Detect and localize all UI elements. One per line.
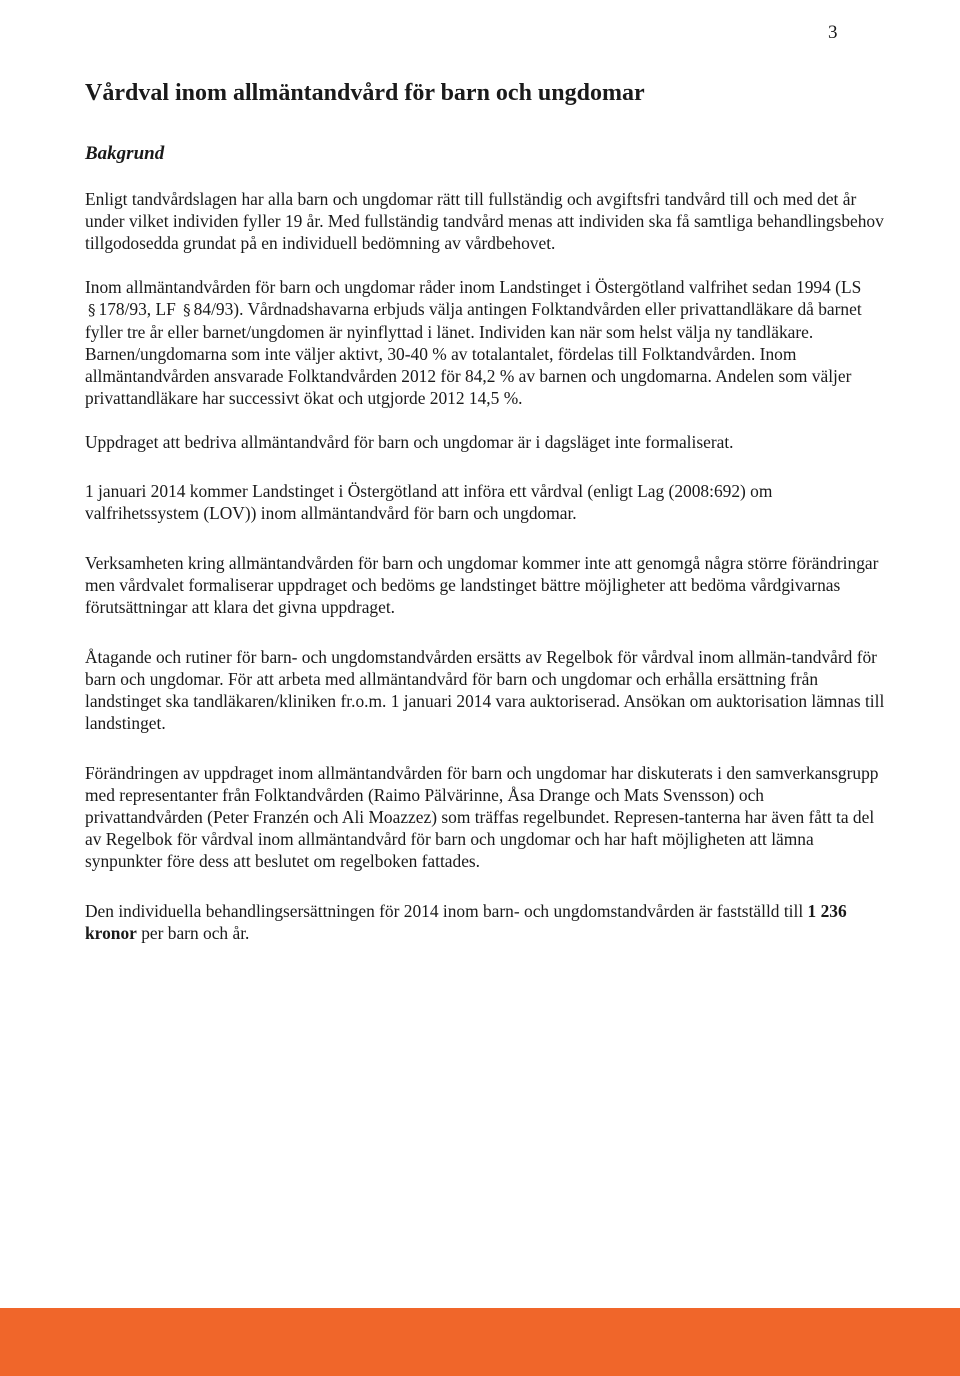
paragraph-text: Den individuella behandlingsersättningen för 2014 inom barn- och ungdomstandvården är fastställd till [85,901,804,921]
paragraph-compensation [85,900,885,944]
paragraph-vardval-2014: 1 januari 2014 kommer Landstinget i Östergötland att införa ett vårdval (enligt Lag (2008:692) om valfrihetssystem (LOV)) inom allmäntandvård för barn och ungdomar. [85,481,773,523]
paragraph-regelbok: Åtagande och rutiner för barn- och ungdomstandvården ersätts av Regelbok för vårdval inom allmän-tandvård för barn och ungdomar. För att arbeta med allmäntandvård för barn och ungdomar och erhålla ersättning från landstinget ska tandläkaren/kliniken fr.o.m. 1 januari 2014 vara auktoriserad. Ansökan om auktorisation lämnas till landstinget. [85,647,885,733]
paragraph-text: per barn och år. [141,923,250,943]
paragraph-text: Inom allmäntandvården för barn och ungdomar råder inom Landstinget i Östergötland valfrihet sedan 1994 (LS [85,277,862,297]
paragraph-text: 178/93, LF [98,299,176,319]
section-heading: Bakgrund [85,143,165,164]
footer-bar [0,1308,960,1376]
section-symbol: § [183,301,191,319]
section-symbol: § [88,301,96,319]
document-title: Vårdval inom allmäntandvård för barn och ungdomar [85,80,645,106]
document-body [85,76,885,944]
paragraph-collaboration: Förändringen av uppdraget inom allmäntandvården för barn och ungdomar har diskuterats i den samverkansgrupp med representanter från Folktandvården (Raimo Pälvärinne, Åsa Drange och Mats Svensson) och privattandvården (Peter Franzén och Ali Moazzez) som träffas regelbundet. Represen-tanterna har även fått ta del av Regelbok för vårdval inom allmäntandvård för barn och ungdomar och har haft möjligheten att lämna synpunkter före dess att beslutet om regelboken fattades. [85,763,879,871]
paragraph-assignment: Uppdraget att bedriva allmäntandvård för barn och ungdomar är i dagsläget inte formaliserat. [85,432,734,452]
paragraph-operations: Verksamheten kring allmäntandvården för barn och ungdomar kommer inte att genomgå några större förändringar men vårdvalet formaliserar uppdraget och bedöms ge landstinget bättre möjligheter att bedöma vårdgivarnas förutsättningar att klara det givna uppdraget. [85,553,879,617]
paragraph-background: Enligt tandvårdslagen har alla barn och ungdomar rätt till fullständig och avgiftsfri tandvård till och med det år under vilket individen fyller 19 år. Med fullständig tandvård menas att individen ska få samtliga behandlingsbehov tillgodosedda grundat på en individuell bedömning av vårdbehovet. [85,189,884,253]
compensation-amount: 1 236 kronor [85,901,847,943]
paragraph-freedom-of-choice [85,276,885,409]
paragraph-text: 84/93). Vårdnadshavarna erbjuds välja antingen Folktandvården eller privattandläkare då barnet fyller tre år eller barnet/ungdomen är nyinflyttad i länet. Individen kan när som helst välja ny tandläkare. Barnen/ungdomarna som inte väljer aktivt, 30-40 % av totalantalet, fördelas till Folktandvården. Inom allmäntandvården ansvarade Folktandvården 2012 för 84,2 % av barnen och ungdomarna. Andelen som väljer privattandläkare har successivt ökat och utgjorde 2012 14,5 %. [85,299,862,408]
page-number: 3 [828,22,838,43]
